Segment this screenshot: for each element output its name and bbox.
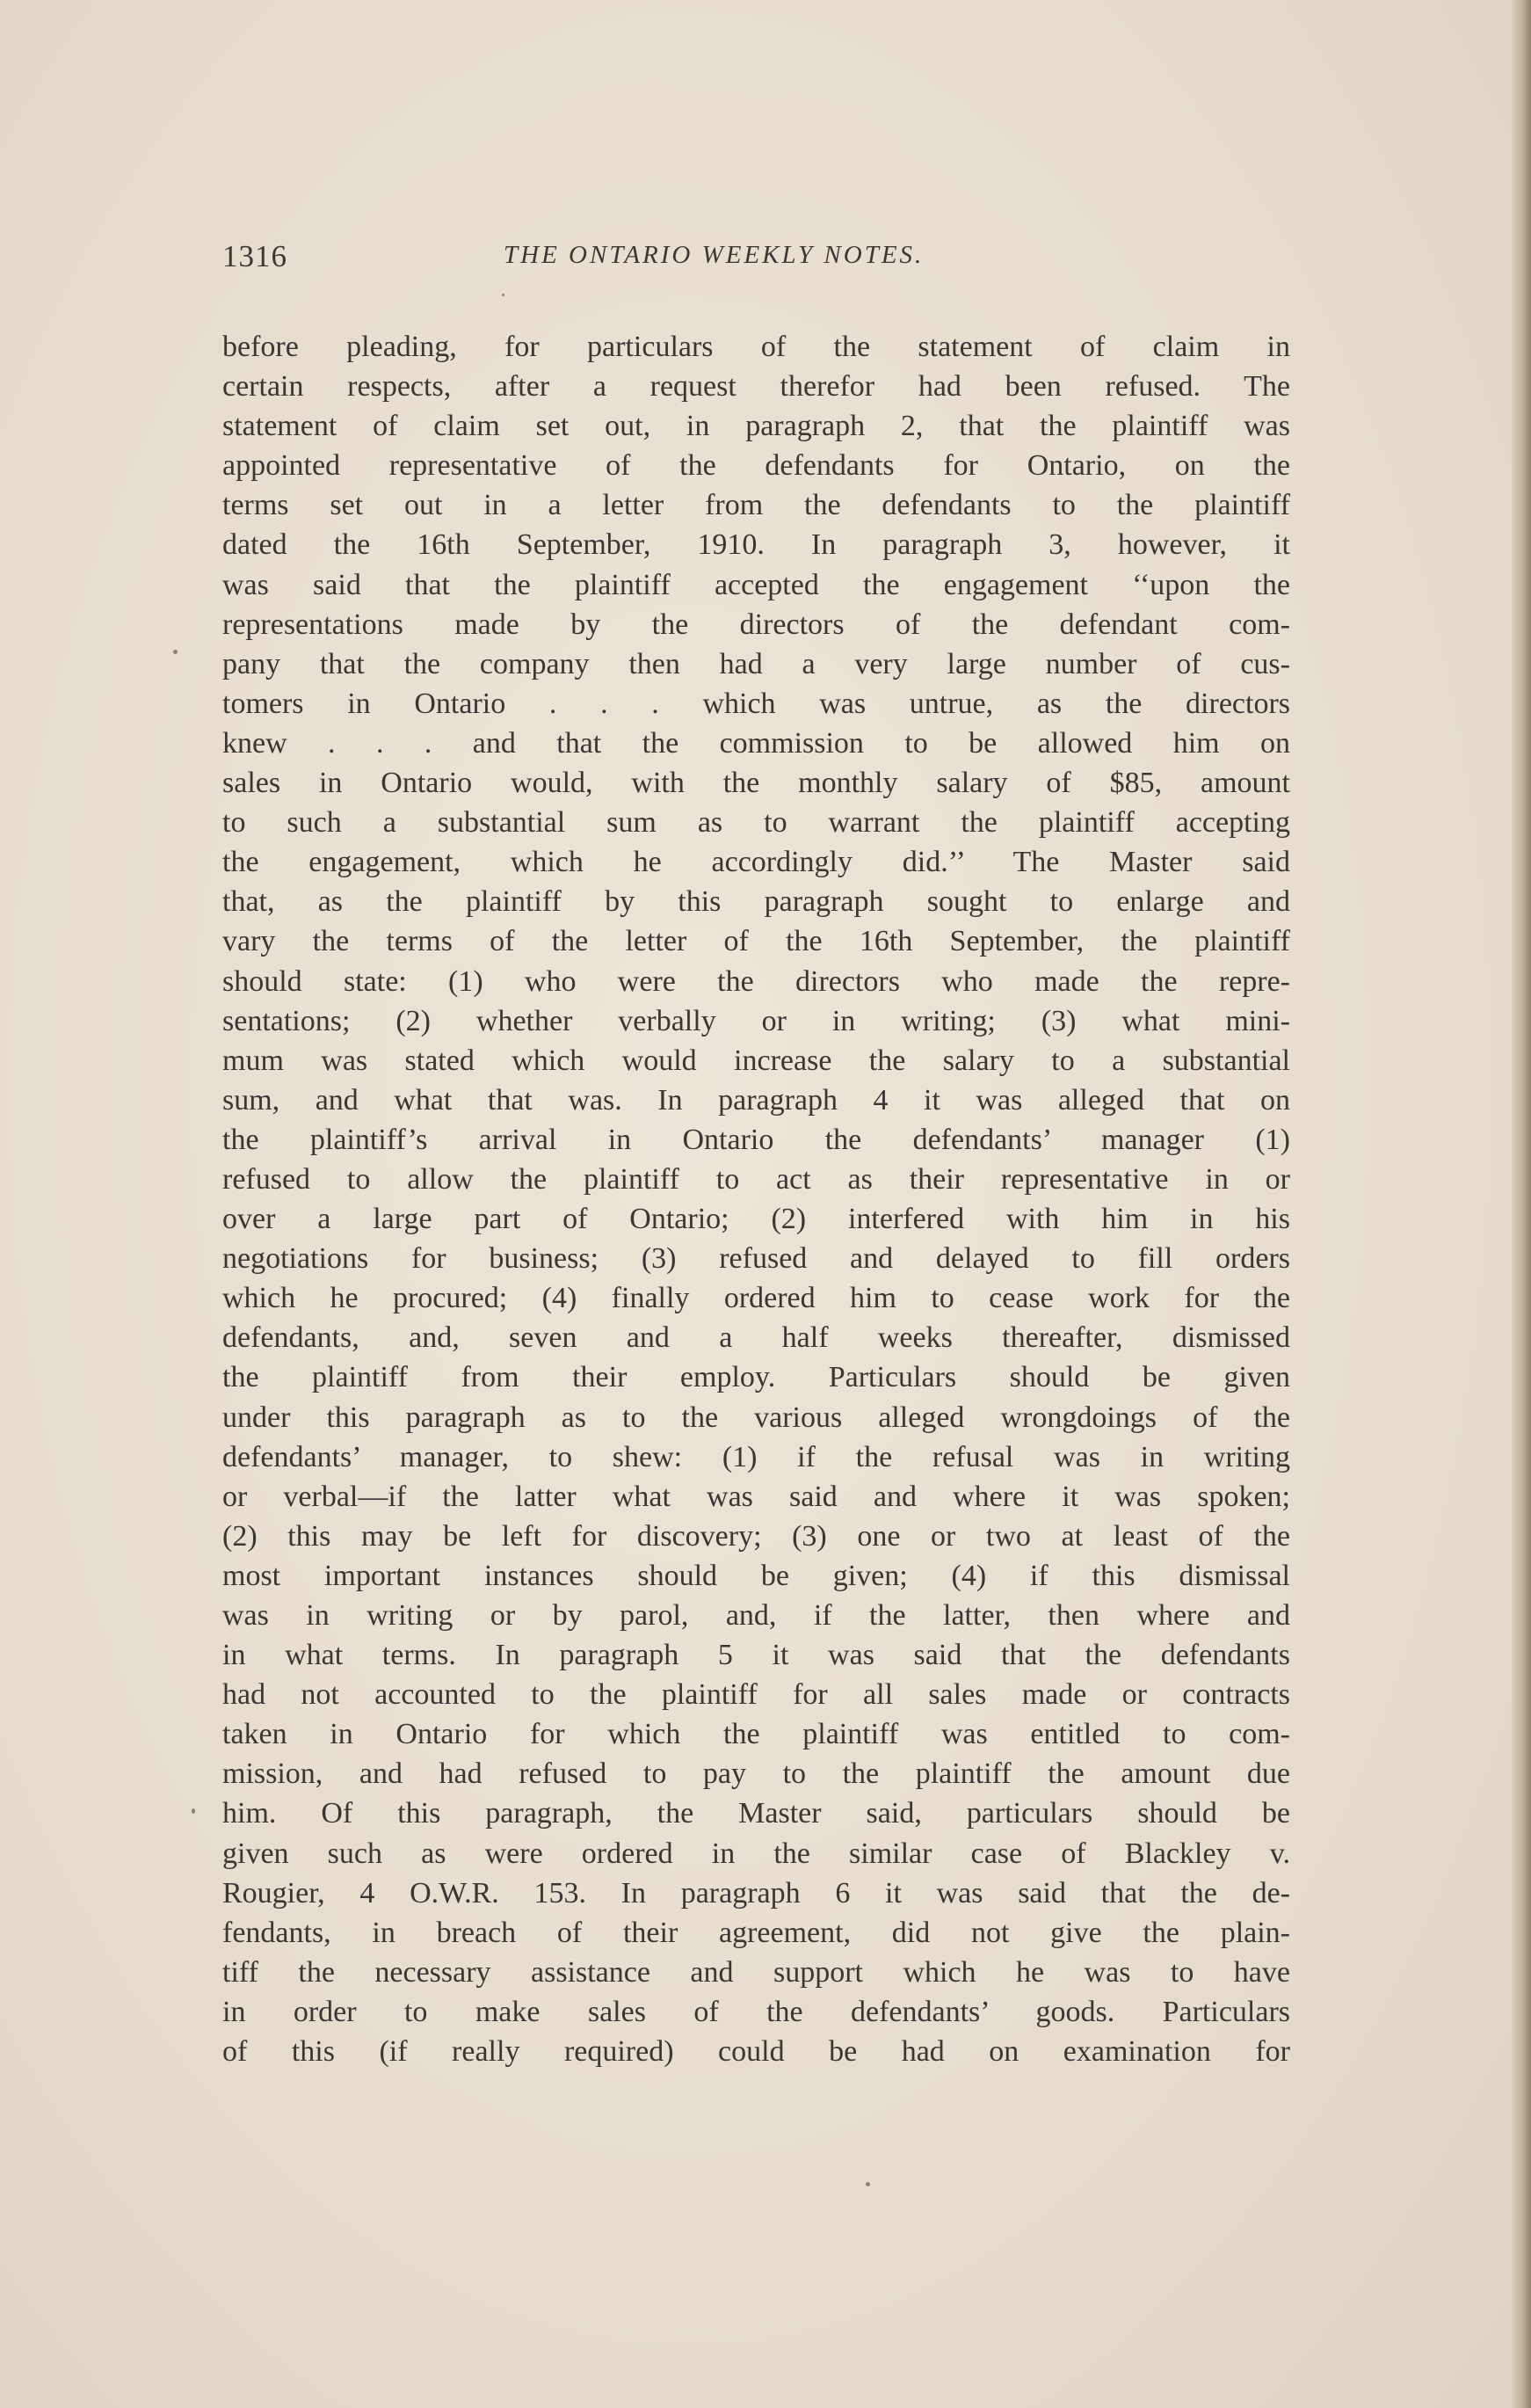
text-line: him. Of this paragraph, the Master said, particulars should be	[222, 1797, 1290, 1830]
text-line: most important instances should be given; (4) if this dismissal	[222, 1559, 1290, 1592]
text-line: terms set out in a letter from the defendants to the plaintiff	[222, 489, 1290, 522]
text-line: the plaintiff from their employ. Particulars should be given	[222, 1361, 1290, 1394]
running-title: THE ONTARIO WEEKLY NOTES.	[504, 241, 925, 269]
text-line: in order to make sales of the defendants’ goods. Particulars	[222, 1995, 1290, 2028]
text-line: defendants’ manager, to shew: (1) if the refusal was in writing	[222, 1440, 1290, 1473]
text-line: statement of claim set out, in paragraph 2, that the plaintiff was	[222, 410, 1290, 443]
paper-speck	[192, 1808, 195, 1814]
text-line: given such as were ordered in the similar case of Blackley v.	[222, 1837, 1290, 1870]
text-line: sum, and what that was. In paragraph 4 it was alleged that on	[222, 1083, 1290, 1117]
text-line: before pleading, for particulars of the statement of claim in	[222, 331, 1290, 363]
text-line: dated the 16th September, 1910. In paragraph 3, however, it	[222, 528, 1290, 562]
text-line: to such a substantial sum as to warrant the plaintiff accepting	[222, 806, 1290, 840]
text-line: fendants, in breach of their agreement, did not give the plain-	[222, 1916, 1290, 1949]
text-line: the engagement, which he accordingly did.’’ The Master said	[222, 846, 1290, 879]
book-spine-shadow	[1512, 0, 1531, 2408]
text-line: mum was stated which would increase the salary to a substantial	[222, 1044, 1290, 1077]
text-line: Rougier, 4 O.W.R. 153. In paragraph 6 it was said that the de-	[222, 1876, 1290, 1910]
text-line: representations made by the directors of the defendant com-	[222, 607, 1290, 641]
page-number: 1316	[222, 239, 287, 273]
running-header	[222, 239, 1290, 292]
text-line: taken in Ontario for which the plaintiff was entitled to com-	[222, 1718, 1290, 1751]
text-line: tiff the necessary assistance and support which he was to have	[222, 1955, 1290, 1989]
text-line: which he procured; (4) finally ordered him to cease work for the	[222, 1282, 1290, 1315]
paper-speck	[502, 294, 504, 296]
paper-speck	[866, 2182, 870, 2186]
text-line: was said that the plaintiff accepted the engagement ‘‘upon the	[222, 568, 1290, 601]
text-line: had not accounted to the plaintiff for all sales made or contracts	[222, 1678, 1290, 1712]
text-line: vary the terms of the letter of the 16th September, the plaintiff	[222, 925, 1290, 958]
text-line: or verbal—if the latter what was said and where it was spoken;	[222, 1480, 1290, 1513]
text-line: certain respects, after a request therefor had been refused. The	[222, 370, 1290, 404]
text-line: appointed representative of the defendants for Ontario, on the	[222, 449, 1290, 483]
text-line: knew . . . and that the commission to be allowed him on	[222, 726, 1290, 760]
text-line: of this (if really required) could be had on examination for	[222, 2035, 1290, 2069]
text-line: should state: (1) who were the directors who made the repre-	[222, 964, 1290, 998]
text-line: sentations; (2) whether verbally or in writing; (3) what mini-	[222, 1004, 1290, 1037]
text-line: mission, and had refused to pay to the plaintiff the amount due	[222, 1757, 1290, 1791]
text-line: tomers in Ontario . . . which was untrue, as the directors	[222, 687, 1290, 720]
text-line: was in writing or by parol, and, if the latter, then where and	[222, 1599, 1290, 1632]
text-line: sales in Ontario would, with the monthly salary of $85, amount	[222, 767, 1290, 800]
text-line: under this paragraph as to the various alleged wrongdoings of the	[222, 1400, 1290, 1434]
body-paragraph	[222, 327, 1290, 2071]
text-line: over a large part of Ontario; (2) interfered with him in his	[222, 1203, 1290, 1236]
text-line: defendants, and, seven and a half weeks thereafter, dismissed	[222, 1321, 1290, 1355]
text-line: pany that the company then had a very large number of cus-	[222, 647, 1290, 680]
text-line: refused to allow the plaintiff to act as their representative in or	[222, 1162, 1290, 1196]
text-line: (2) this may be left for discovery; (3) one or two at least of the	[222, 1519, 1290, 1553]
text-line: that, as the plaintiff by this paragraph sought to enlarge and	[222, 885, 1290, 919]
text-line: negotiations for business; (3) refused and delayed to fill orders	[222, 1242, 1290, 1276]
paper-speck	[173, 650, 178, 654]
text-line: in what terms. In paragraph 5 it was said that the defendants	[222, 1639, 1290, 1672]
text-line: the plaintiff’s arrival in Ontario the defendants’ manager (1)	[222, 1123, 1290, 1156]
